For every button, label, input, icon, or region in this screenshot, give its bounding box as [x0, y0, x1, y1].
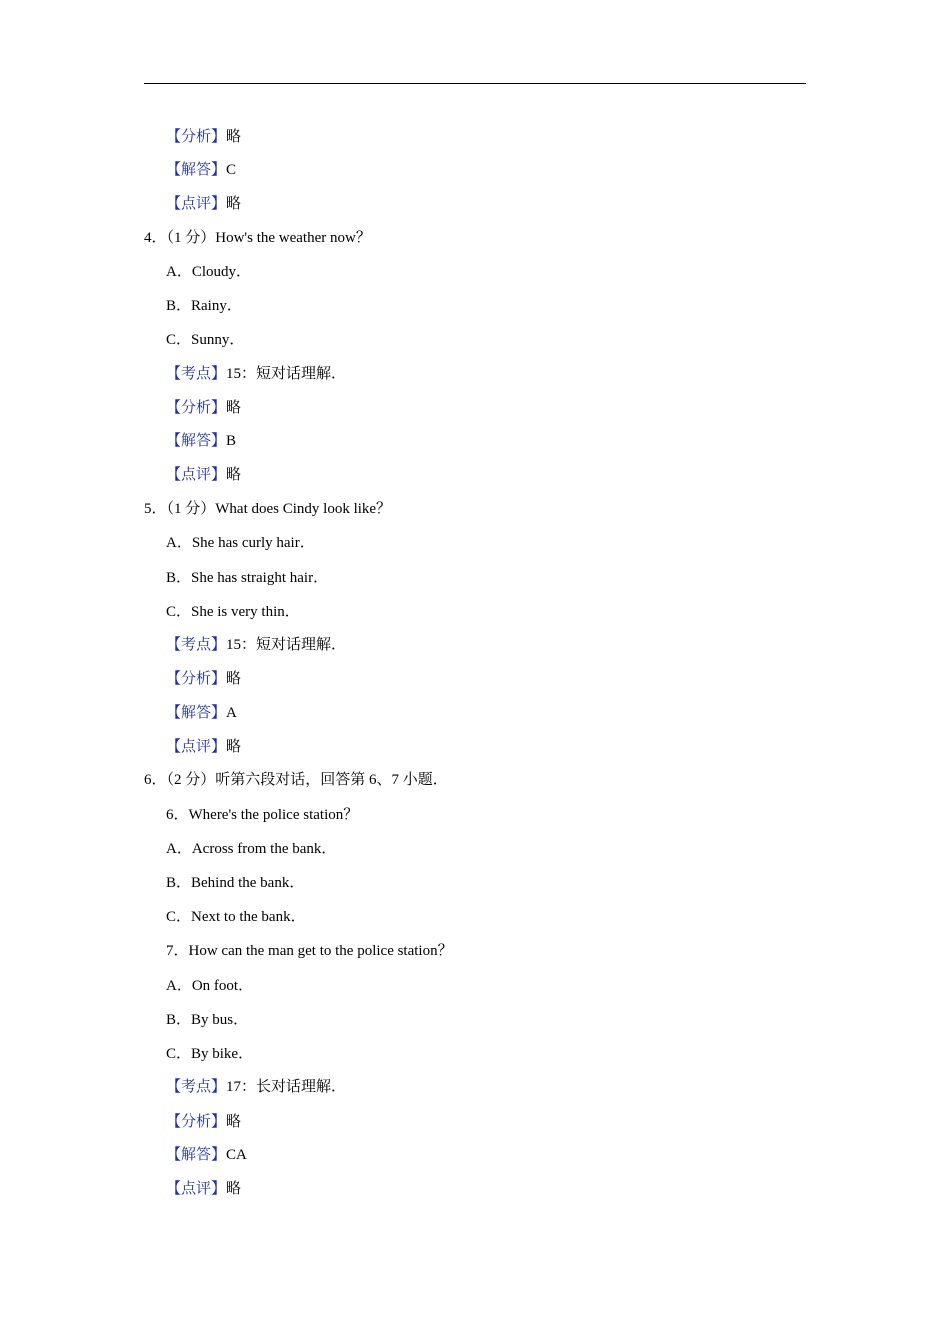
analysis-text: 略: [226, 400, 242, 416]
comment-line: [166, 194, 241, 214]
comment-line: [166, 465, 241, 485]
answer-text: C: [226, 162, 237, 178]
knowledge-point-line: [166, 364, 346, 384]
knowledge-point-line: [166, 635, 346, 655]
question-5-option-c: C．She is very thin．: [166, 604, 300, 620]
question-4-option-b: B．Rainy．: [166, 298, 242, 314]
analysis-text: 略: [226, 671, 242, 687]
comment-tag: 【点评】: [166, 739, 227, 755]
question-4-option-a: A．Cloudy．: [166, 264, 252, 280]
analysis-text: 略: [226, 129, 242, 145]
knowledge-point-text: 15：短对话理解．: [226, 637, 347, 653]
knowledge-point-tag: 【考点】: [166, 637, 227, 653]
answer-text: CA: [226, 1147, 247, 1163]
header-rule: [144, 83, 806, 84]
answer-text: B: [226, 433, 237, 449]
answer-tag: 【解答】: [166, 705, 227, 721]
sub-question-7-option-a: A．On foot．: [166, 978, 254, 994]
knowledge-point-text: 15：短对话理解．: [226, 366, 347, 382]
analysis-tag: 【分析】: [166, 1114, 227, 1130]
answer-tag: 【解答】: [166, 1147, 227, 1163]
question-4-option-c: C．Sunny．: [166, 332, 245, 348]
answer-line: [166, 1145, 247, 1165]
comment-tag: 【点评】: [166, 196, 227, 212]
comment-line: [166, 1179, 241, 1199]
knowledge-point-line: [166, 1077, 346, 1097]
knowledge-point-tag: 【考点】: [166, 366, 227, 382]
comment-tag: 【点评】: [166, 1181, 227, 1197]
comment-text: 略: [226, 196, 242, 212]
question-5-stem: 5．（1 分）What does Cindy look like？: [144, 501, 392, 517]
sub-question-7-option-b: B．By bus．: [166, 1012, 249, 1028]
analysis-text: 略: [226, 1114, 242, 1130]
analysis-line: [166, 669, 241, 689]
answer-tag: 【解答】: [166, 433, 227, 449]
answer-line: [166, 160, 236, 180]
knowledge-point-text: 17：长对话理解．: [226, 1079, 347, 1095]
analysis-line: [166, 1112, 241, 1132]
answer-line: [166, 431, 236, 451]
question-4-stem: 4．（1 分）How's the weather now？: [144, 230, 371, 246]
analysis-tag: 【分析】: [166, 671, 227, 687]
analysis-line: [166, 398, 241, 418]
answer-text: A: [226, 705, 237, 721]
question-5-option-a: A．She has curly hair．: [166, 535, 315, 551]
analysis-tag: 【分析】: [166, 129, 227, 145]
comment-tag: 【点评】: [166, 467, 227, 483]
sub-question-6-option-b: B．Behind the bank．: [166, 875, 305, 891]
question-6-stem: 6．（2 分）听第六段对话，回答第 6、7 小题．: [144, 772, 448, 788]
comment-text: 略: [226, 1181, 242, 1197]
comment-text: 略: [226, 467, 242, 483]
sub-question-6-option-a: A．Across from the bank．: [166, 841, 337, 857]
question-5-option-b: B．She has straight hair．: [166, 570, 329, 586]
comment-text: 略: [226, 739, 242, 755]
answer-tag: 【解答】: [166, 162, 227, 178]
analysis-tag: 【分析】: [166, 400, 227, 416]
sub-question-7-option-c: C．By bike．: [166, 1046, 254, 1062]
sub-question-6-option-c: C．Next to the bank．: [166, 909, 306, 925]
answer-line: [166, 703, 237, 723]
analysis-line: [166, 127, 241, 147]
knowledge-point-tag: 【考点】: [166, 1079, 227, 1095]
sub-question-6: 6．Where's the police station？: [166, 807, 359, 823]
sub-question-7: 7．How can the man get to the police station？: [166, 943, 453, 959]
comment-line: [166, 737, 241, 757]
